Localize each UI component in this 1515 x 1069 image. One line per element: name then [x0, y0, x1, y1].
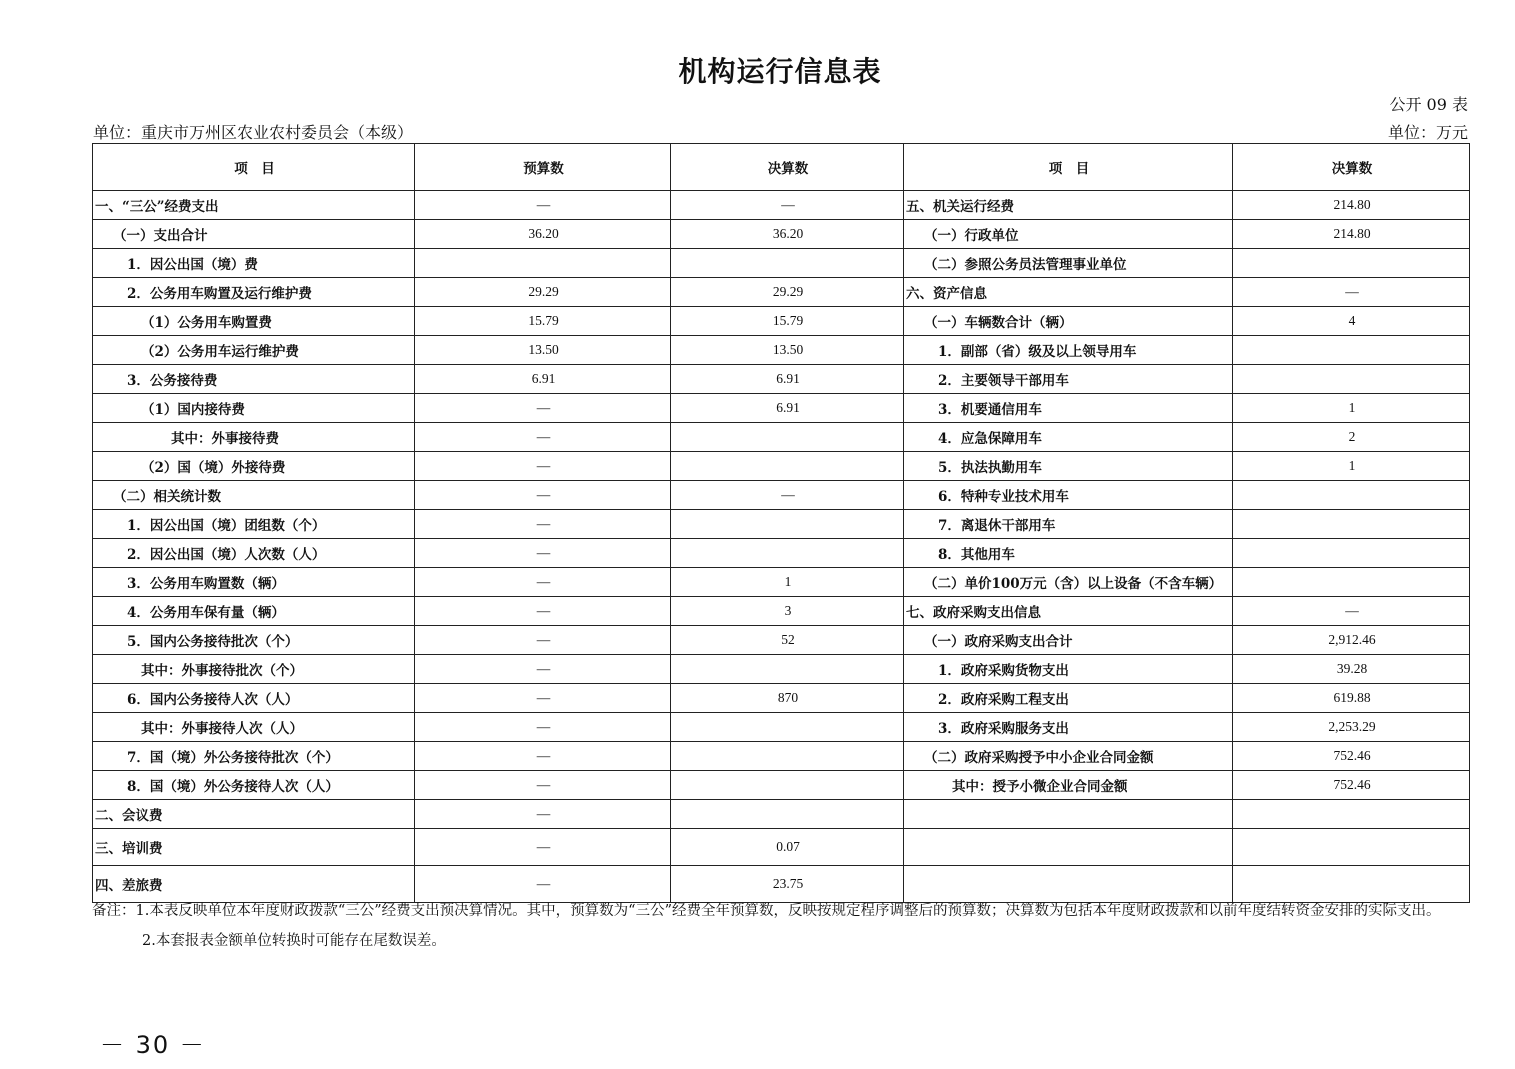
header-budget: 预算数: [415, 144, 671, 191]
row-final-right: [1233, 510, 1470, 539]
row-budget: —: [415, 539, 671, 568]
row-item-left: （2）公务用车运行维护费: [93, 336, 415, 365]
notes: [92, 896, 1482, 956]
table-row: [93, 655, 1470, 684]
row-item-right: 5．执法执勤用车: [904, 452, 1233, 481]
row-final: [671, 249, 904, 278]
row-final: 15.79: [671, 307, 904, 336]
row-item-left: 一、“三公”经费支出: [93, 191, 415, 220]
table-row: [93, 220, 1470, 249]
page-number: － 30 －: [100, 1031, 206, 1059]
row-item-right: 1．副部（省）级及以上领导用车: [904, 336, 1233, 365]
note-1: 备注：1.本表反映单位本年度财政拨款“三公”经费支出预决算情况。其中，预算数为“三公”经费全年预算数，反映按规定程序调整后的预算数；决算数为包括本年度财政拨款和以前年度结转资金安排的实际支出。: [92, 903, 1441, 919]
row-final: [671, 713, 904, 742]
row-item-right: 六、资产信息: [904, 278, 1233, 307]
row-budget: —: [415, 742, 671, 771]
table-row: [93, 771, 1470, 800]
row-item-left: 8．国（境）外公务接待人次（人）: [93, 771, 415, 800]
table-row: [93, 742, 1470, 771]
row-item-left: （二）相关统计数: [93, 481, 415, 510]
row-item-right: 1．政府采购货物支出: [904, 655, 1233, 684]
row-final: 23.75: [671, 866, 904, 903]
row-item-right: （一）行政单位: [904, 220, 1233, 249]
row-item-right: （二）参照公务员法管理事业单位: [904, 249, 1233, 278]
row-item-left: （2）国（境）外接待费: [93, 452, 415, 481]
unit-name: 单位：重庆市万州区农业农村委员会（本级）: [93, 123, 414, 142]
row-budget: [415, 249, 671, 278]
row-final-right: 752.46: [1233, 742, 1470, 771]
row-final: 13.50: [671, 336, 904, 365]
row-item-right: （二）单价100万元（含）以上设备（不含车辆）: [904, 568, 1233, 597]
row-budget: 15.79: [415, 307, 671, 336]
row-final: [671, 452, 904, 481]
table-row: [93, 365, 1470, 394]
row-item-left: 其中：外事接待人次（人）: [93, 713, 415, 742]
row-final-right: [1233, 365, 1470, 394]
row-budget: —: [415, 626, 671, 655]
row-final-right: [1233, 336, 1470, 365]
row-final: [671, 771, 904, 800]
row-item-left: 7．国（境）外公务接待批次（个）: [93, 742, 415, 771]
row-item-right: 3．政府采购服务支出: [904, 713, 1233, 742]
row-budget: 29.29: [415, 278, 671, 307]
money-unit: 单位：万元: [1387, 123, 1468, 142]
row-final-right: 4: [1233, 307, 1470, 336]
row-budget: —: [415, 191, 671, 220]
row-item-left: 2．公务用车购置及运行维护费: [93, 278, 415, 307]
table-row: [93, 336, 1470, 365]
row-final-right: —: [1233, 278, 1470, 307]
row-item-left: 6．国内公务接待人次（人）: [93, 684, 415, 713]
row-budget: —: [415, 481, 671, 510]
form-number: 公开 09 表: [1389, 95, 1468, 114]
row-item-left: 二、会议费: [93, 800, 415, 829]
row-item-right: （一）政府采购支出合计: [904, 626, 1233, 655]
table-row: [93, 684, 1470, 713]
row-final: [671, 539, 904, 568]
row-final-right: 619.88: [1233, 684, 1470, 713]
table-row: [93, 713, 1470, 742]
row-item-left: 三、培训费: [93, 829, 415, 866]
page-title: 机构运行信息表: [678, 55, 882, 88]
header-item-left: 项 目: [93, 144, 415, 191]
table-row: [93, 481, 1470, 510]
row-final-right: —: [1233, 597, 1470, 626]
row-final-right: 1: [1233, 452, 1470, 481]
table-row: [93, 568, 1470, 597]
row-final-right: [1233, 539, 1470, 568]
row-budget: —: [415, 597, 671, 626]
row-budget: —: [415, 684, 671, 713]
row-item-right: [904, 800, 1233, 829]
row-final: [671, 742, 904, 771]
row-item-left: 1．因公出国（境）团组数（个）: [93, 510, 415, 539]
row-final-right: [1233, 568, 1470, 597]
row-final-right: 2,912.46: [1233, 626, 1470, 655]
row-final-right: 39.28: [1233, 655, 1470, 684]
row-budget: 6.91: [415, 365, 671, 394]
row-budget: —: [415, 423, 671, 452]
row-item-right: 2．政府采购工程支出: [904, 684, 1233, 713]
row-budget: —: [415, 510, 671, 539]
row-budget: —: [415, 452, 671, 481]
row-final: 36.20: [671, 220, 904, 249]
row-budget: —: [415, 655, 671, 684]
row-item-left: （1）公务用车购置费: [93, 307, 415, 336]
row-item-right: 8．其他用车: [904, 539, 1233, 568]
row-budget: —: [415, 771, 671, 800]
row-item-left: 3．公务接待费: [93, 365, 415, 394]
header-final-right: 决算数: [1233, 144, 1470, 191]
row-item-left: 3．公务用车购置数（辆）: [93, 568, 415, 597]
row-item-left: 2．因公出国（境）人次数（人）: [93, 539, 415, 568]
table-row: [93, 539, 1470, 568]
row-item-right: 七、政府采购支出信息: [904, 597, 1233, 626]
table-row: [93, 510, 1470, 539]
table-row: [93, 249, 1470, 278]
row-item-left: 四、差旅费: [93, 866, 415, 903]
table-row: [93, 278, 1470, 307]
row-item-right: （二）政府采购授予中小企业合同金额: [904, 742, 1233, 771]
row-budget: 36.20: [415, 220, 671, 249]
row-final: 52: [671, 626, 904, 655]
row-final: [671, 800, 904, 829]
note-2: 2.本套报表金额单位转换时可能存在尾数误差。: [142, 933, 446, 949]
table-row: [93, 800, 1470, 829]
row-final: 1: [671, 568, 904, 597]
row-final: [671, 423, 904, 452]
table-row: [93, 423, 1470, 452]
row-item-left: （1）国内接待费: [93, 394, 415, 423]
row-final-right: [1233, 800, 1470, 829]
row-final-right: [1233, 829, 1470, 866]
row-final-right: 214.80: [1233, 220, 1470, 249]
row-budget: —: [415, 866, 671, 903]
row-item-right: 五、机关运行经费: [904, 191, 1233, 220]
row-item-left: 其中：外事接待批次（个）: [93, 655, 415, 684]
row-final: 870: [671, 684, 904, 713]
row-final: 6.91: [671, 394, 904, 423]
row-item-left: 1．因公出国（境）费: [93, 249, 415, 278]
info-table: [92, 143, 1470, 903]
row-item-left: 4．公务用车保有量（辆）: [93, 597, 415, 626]
row-budget: —: [415, 713, 671, 742]
row-item-right: 4．应急保障用车: [904, 423, 1233, 452]
row-item-right: 3．机要通信用车: [904, 394, 1233, 423]
row-item-right: （一）车辆数合计（辆）: [904, 307, 1233, 336]
row-final-right: 2: [1233, 423, 1470, 452]
row-final-right: [1233, 481, 1470, 510]
row-final: 3: [671, 597, 904, 626]
table-row: [93, 597, 1470, 626]
row-budget: 13.50: [415, 336, 671, 365]
row-item-left: （一）支出合计: [93, 220, 415, 249]
row-final: —: [671, 481, 904, 510]
row-final-right: [1233, 249, 1470, 278]
header-item-right: 项 目: [904, 144, 1233, 191]
row-item-left: 5．国内公务接待批次（个）: [93, 626, 415, 655]
table-row: [93, 394, 1470, 423]
row-final-right: 1: [1233, 394, 1470, 423]
row-final: —: [671, 191, 904, 220]
row-item-right: 2．主要领导干部用车: [904, 365, 1233, 394]
row-final: 6.91: [671, 365, 904, 394]
row-final-right: 2,253.29: [1233, 713, 1470, 742]
header-final: 决算数: [671, 144, 904, 191]
row-final: [671, 510, 904, 539]
row-final: [671, 655, 904, 684]
row-budget: —: [415, 829, 671, 866]
row-final: 0.07: [671, 829, 904, 866]
table-row: [93, 452, 1470, 481]
row-final-right: 214.80: [1233, 191, 1470, 220]
row-budget: —: [415, 800, 671, 829]
row-item-right: 7．离退休干部用车: [904, 510, 1233, 539]
row-item-left: 其中：外事接待费: [93, 423, 415, 452]
table-row: [93, 626, 1470, 655]
row-final-right: 752.46: [1233, 771, 1470, 800]
row-budget: —: [415, 568, 671, 597]
table-row: [93, 191, 1470, 220]
table-row: [93, 829, 1470, 866]
row-item-right: 6．特种专业技术用车: [904, 481, 1233, 510]
table-header-row: [93, 144, 1470, 191]
row-item-right: 其中：授予小微企业合同金额: [904, 771, 1233, 800]
row-item-right: [904, 829, 1233, 866]
row-final: 29.29: [671, 278, 904, 307]
table-row: [93, 307, 1470, 336]
row-budget: —: [415, 394, 671, 423]
